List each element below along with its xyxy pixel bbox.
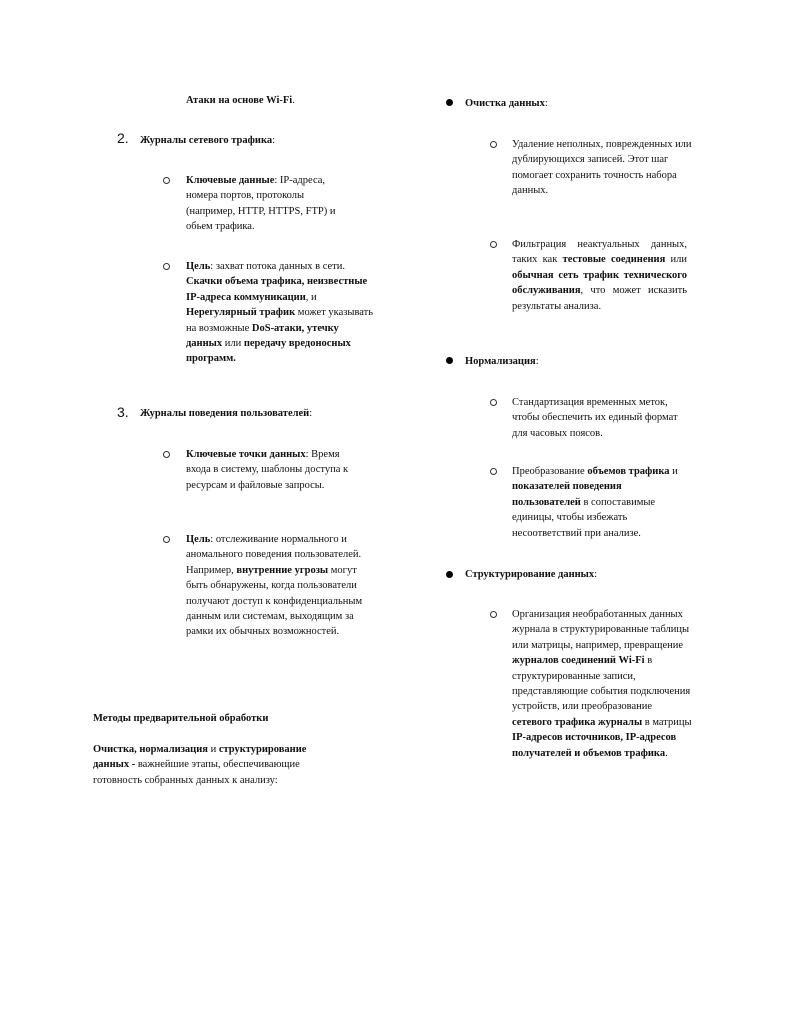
normalization-sub-2 bbox=[512, 464, 692, 541]
bullet-hollow-icon bbox=[163, 263, 170, 270]
goal-bold-1: Скачки объема трафика, неизвестные IP-адреса коммуникации bbox=[186, 276, 368, 303]
wifi-attacks-text: Атаки на основе Wi-Fi bbox=[186, 95, 293, 106]
network-logs-title: Журналы сетевого трафика: bbox=[140, 135, 276, 146]
methods-heading bbox=[93, 711, 393, 726]
goal-bold-3: DoS-атаки, утечку данных bbox=[186, 322, 339, 350]
goal-text-3: может указывать на возможные bbox=[186, 307, 374, 334]
bullet-hollow-icon bbox=[163, 536, 170, 543]
methods-text-2: важнейшие этапы, обеспечивающие готовность собранных данных к анализу: bbox=[93, 759, 300, 786]
structuring-sub-1-text-3: в матрицы bbox=[642, 716, 692, 728]
goal-text-2: могут быть обнаружены, когда пользователи получают доступ к конфиденциальным данным или системам, выходящим за рамки их обычных возможностей. bbox=[186, 564, 363, 638]
bullet-hollow-icon bbox=[490, 468, 497, 475]
cleaning-sub-1-text: Удаление неполных, поврежденных или дублирующихся записей. Этот шаг помогает сохранить точность набора данных. bbox=[512, 139, 692, 197]
bullet-hollow-icon bbox=[490, 399, 497, 406]
methods-text-1: и bbox=[207, 744, 217, 755]
structuring-sub-1-text-2: в структурированные записи, представляющие события подключения устройств, или преобразование bbox=[512, 655, 691, 713]
structuring-sub-1 bbox=[512, 607, 694, 761]
bullet-filled-icon bbox=[446, 571, 453, 578]
bullet-hollow-icon bbox=[490, 141, 497, 148]
normalization-sub-2-bold-1: объемов трафика bbox=[587, 466, 670, 477]
cleaning-sub-2 bbox=[512, 237, 687, 314]
key-data-label: Ключевые данные bbox=[186, 175, 275, 186]
goal-text: : отслеживание нормального и аномального поведения пользователей. Например, bbox=[186, 534, 362, 576]
cleaning-sub-2-bold-2: обычная сеть трафик технического обслуживания bbox=[512, 269, 687, 297]
goal-bold-2: Нерегулярный трафик bbox=[186, 307, 296, 319]
structuring-sub-1-text-4: . bbox=[665, 747, 668, 759]
network-goal bbox=[186, 259, 376, 367]
bullet-hollow-icon bbox=[163, 451, 170, 458]
cleaning-sub-2-bold-1: тестовые соединения bbox=[562, 254, 666, 266]
goal-text: : захват потока данных в сети. bbox=[210, 261, 345, 272]
cleaning-title: Очистка данных: bbox=[465, 98, 548, 109]
methods-bold-1: Очистка, нормализация bbox=[93, 744, 208, 755]
goal-bold-1: внутренние угрозы bbox=[236, 564, 329, 576]
goal-label: Цель bbox=[186, 534, 211, 545]
structuring-sub-1-text-1: Организация необработанных данных журнала в структурированные таблицы или матрицы, например, превращение bbox=[512, 609, 690, 651]
methods-paragraph bbox=[93, 742, 339, 788]
cleaning-title-text: Очистка данных bbox=[465, 98, 545, 109]
cleaning-sub-2-text-2: или bbox=[665, 254, 687, 266]
normalization-title: Нормализация: bbox=[465, 356, 539, 367]
normalization-sub-2-bold-2: показателей поведения пользователей bbox=[512, 481, 622, 508]
normalization-sub-2-text-2: и bbox=[669, 466, 678, 477]
list-number-3: 3. bbox=[117, 404, 129, 420]
bullet-filled-icon bbox=[446, 99, 453, 106]
bullet-filled-icon bbox=[446, 357, 453, 364]
goal-text-4: или bbox=[222, 338, 242, 350]
key-points-label: Ключевые точки данных bbox=[186, 449, 306, 460]
normalization-sub-1 bbox=[512, 395, 692, 441]
cleaning-sub-2-text-1: Фильтрация неактуальных данных, таких как bbox=[512, 239, 687, 266]
goal-bold-4: передачу вредоносных программ. bbox=[186, 338, 351, 365]
cleaning-sub-1 bbox=[512, 137, 692, 199]
bullet-hollow-icon bbox=[163, 177, 170, 184]
normalization-title-text: Нормализация bbox=[465, 356, 536, 367]
normalization-sub-1-text: Стандартизация временных меток, чтобы обеспечить их единый формат для часовых поясов. bbox=[512, 397, 678, 439]
key-points-text: : Время входа в систему, шаблоны доступа к ресурсам и файловые запросы. bbox=[186, 449, 349, 491]
structuring-sub-1-bold-2: сетевого трафика журналы bbox=[512, 716, 643, 728]
cleaning-sub-2-text-3: , что может исказить результаты анализа. bbox=[512, 285, 687, 312]
user-key-data bbox=[186, 447, 358, 493]
goal-text-2: , и bbox=[305, 291, 317, 303]
user-logs-title-text: Журналы поведения пользователей bbox=[140, 408, 310, 419]
normalization-sub-2-text-3: в сопоставимые единицы, чтобы избежать несоответствий при анализе. bbox=[512, 496, 656, 539]
structuring-sub-1-bold-3: IP-адресов источников, IP-адресов получателей и объемов трафика bbox=[512, 732, 677, 759]
key-data-text: : IP-адреса, номера портов, протоколы (например, HTTP, HTTPS, FTP) и обьем трафика. bbox=[186, 175, 336, 233]
structuring-title: Структурирование данных: bbox=[465, 569, 598, 580]
structuring-title-text: Структурирование данных bbox=[465, 569, 595, 580]
network-key-data bbox=[186, 173, 348, 235]
goal-label: Цель bbox=[186, 261, 211, 272]
methods-heading-text: Методы предварительной обработки bbox=[93, 713, 269, 724]
structuring-sub-1-bold-1: журналов соединений Wi-Fi bbox=[512, 655, 645, 667]
bullet-hollow-icon bbox=[490, 241, 497, 248]
methods-bold-2: структурирование данных - bbox=[93, 744, 307, 771]
bullet-hollow-icon bbox=[490, 611, 497, 618]
list-number-2: 2. bbox=[117, 130, 129, 146]
user-goal bbox=[186, 532, 372, 640]
wifi-attacks-line: Атаки на основе Wi-Fi. bbox=[186, 95, 295, 106]
network-logs-title-text: Журналы сетевого трафика bbox=[140, 135, 273, 146]
user-logs-title: Журналы поведения пользователей: bbox=[140, 408, 313, 419]
normalization-sub-2-text-1: Преобразование bbox=[512, 466, 585, 477]
